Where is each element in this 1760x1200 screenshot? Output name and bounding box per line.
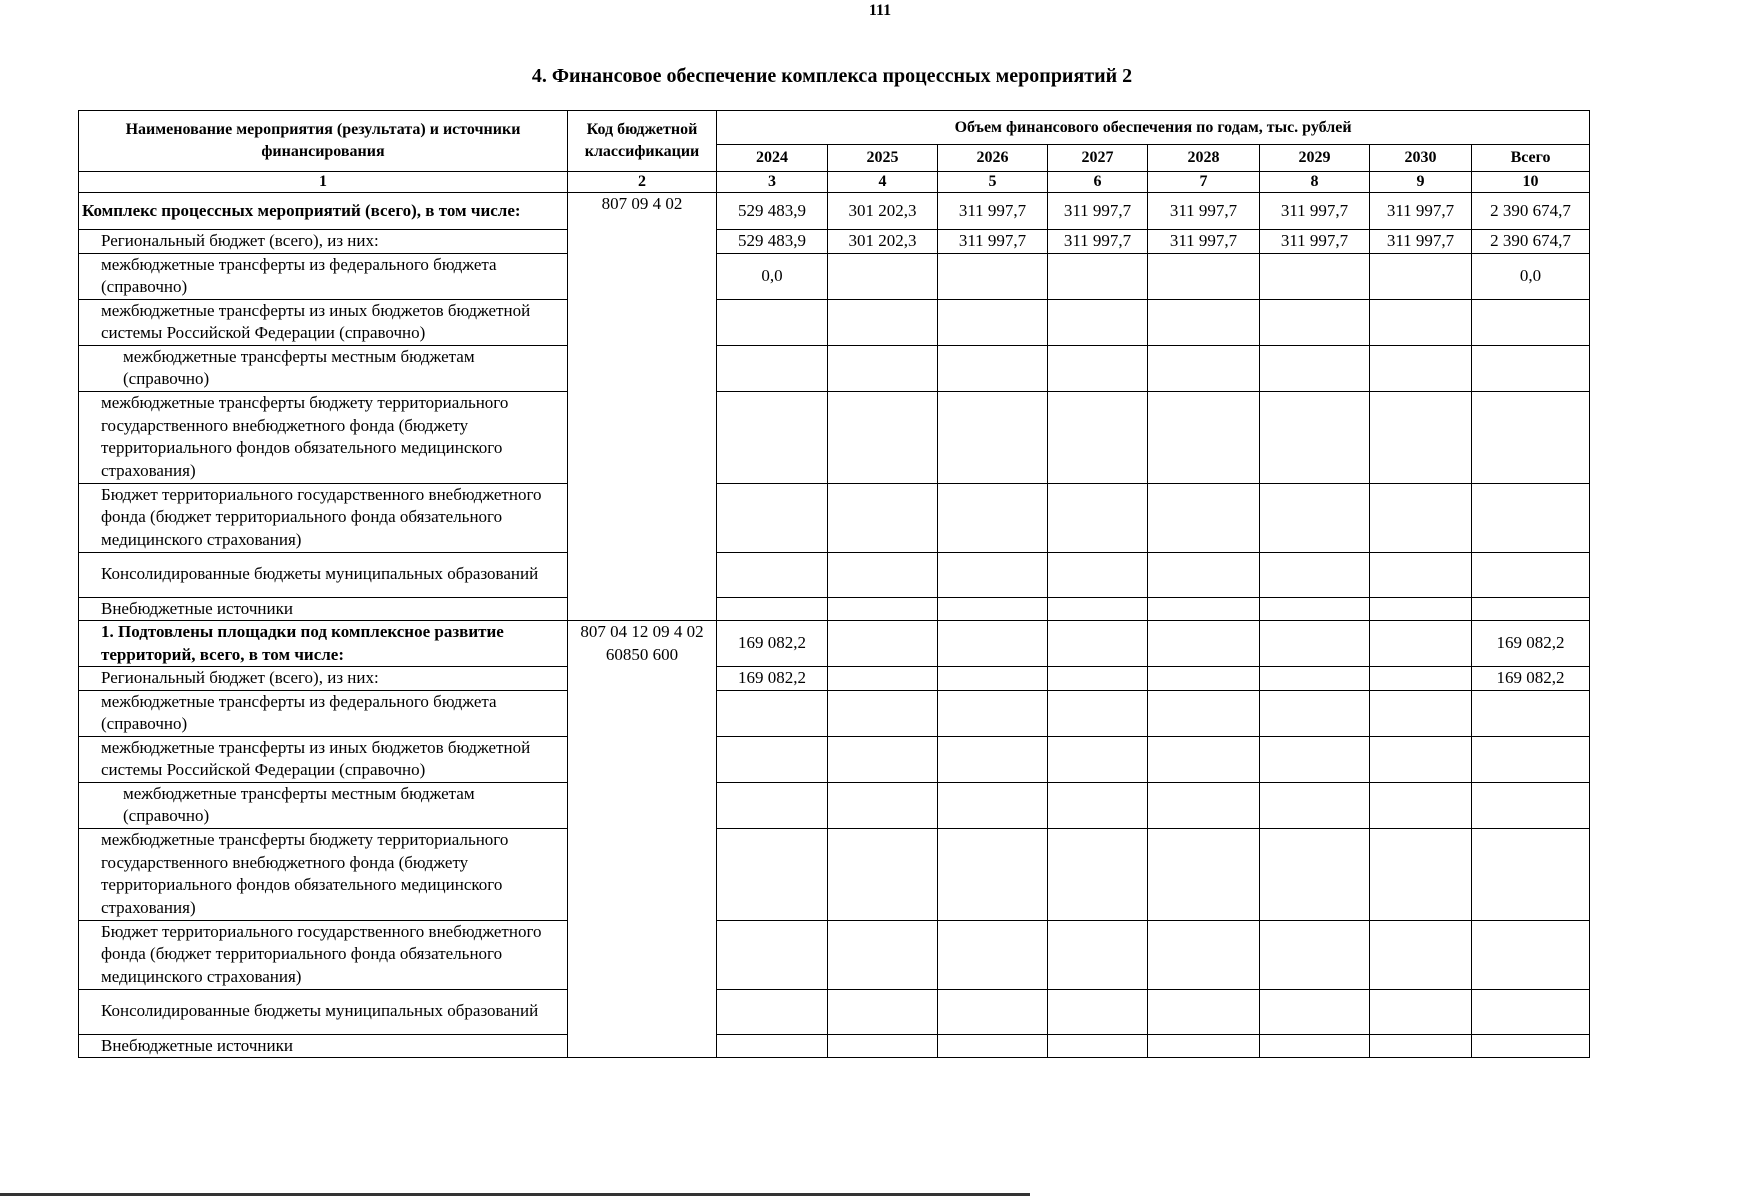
value-cell (717, 483, 828, 552)
row-name: Внебюджетные источники (79, 1034, 568, 1058)
value-cell (1048, 483, 1148, 552)
value-cell: 311 997,7 (1370, 230, 1472, 254)
total-cell: 2 390 674,7 (1472, 230, 1590, 254)
value-cell (1370, 667, 1472, 691)
value-cell (828, 253, 938, 299)
value-cell (828, 690, 938, 736)
table-row (79, 193, 1590, 230)
value-cell (1148, 667, 1260, 691)
section-title: 4. Финансовое обеспечение комплекса процессных мероприятий 2 (531, 65, 1133, 87)
value-cell (828, 920, 938, 989)
header-year: 2028 (1148, 145, 1260, 172)
value-cell (938, 1034, 1048, 1058)
value-cell (717, 690, 828, 736)
value-cell (1148, 782, 1260, 828)
value-cell: 301 202,3 (828, 193, 938, 230)
value-cell: 311 997,7 (938, 230, 1048, 254)
row-name: межбюджетные трансферты из федерального бюджета (справочно) (79, 253, 568, 299)
value-cell (828, 552, 938, 597)
value-cell (828, 621, 938, 667)
total-cell (1472, 552, 1590, 597)
table-row (79, 1034, 1590, 1058)
value-cell: 311 997,7 (1148, 193, 1260, 230)
total-cell (1472, 989, 1590, 1034)
total-cell (1472, 597, 1590, 621)
table-row (79, 621, 1590, 667)
value-cell (828, 736, 938, 782)
value-cell (1370, 1034, 1472, 1058)
value-cell (1370, 690, 1472, 736)
total-cell (1472, 345, 1590, 391)
value-cell (1048, 736, 1148, 782)
header-volume-column: Объем финансового обеспечения по годам, тыс. рублей (717, 111, 1590, 145)
column-number: 10 (1472, 172, 1590, 193)
value-cell (938, 989, 1048, 1034)
row-name: 1. Подтовлены площадки под комплексное развитие территорий, всего, в том числе: (79, 621, 568, 667)
table-row (79, 690, 1590, 736)
value-cell (717, 552, 828, 597)
value-cell (1260, 736, 1370, 782)
row-name: межбюджетные трансферты местным бюджетам (справочно) (79, 345, 568, 391)
value-cell (938, 483, 1048, 552)
value-cell (717, 828, 828, 920)
value-cell: 311 997,7 (1148, 230, 1260, 254)
table-row (79, 782, 1590, 828)
value-cell (717, 299, 828, 345)
column-number: 3 (717, 172, 828, 193)
value-cell (1148, 828, 1260, 920)
value-cell (1260, 667, 1370, 691)
value-cell (1370, 483, 1472, 552)
value-cell (1370, 253, 1472, 299)
header-year: 2027 (1048, 145, 1148, 172)
value-cell (938, 736, 1048, 782)
value-cell (1148, 253, 1260, 299)
value-cell (717, 782, 828, 828)
value-cell (1148, 552, 1260, 597)
value-cell (1370, 299, 1472, 345)
value-cell (828, 1034, 938, 1058)
header-year: 2024 (717, 145, 828, 172)
column-number: 5 (938, 172, 1048, 193)
table-row (79, 230, 1590, 254)
value-cell (1370, 782, 1472, 828)
value-cell (717, 345, 828, 391)
column-number: 6 (1048, 172, 1148, 193)
value-cell: 311 997,7 (1370, 193, 1472, 230)
value-cell (828, 345, 938, 391)
row-name: Внебюджетные источники (79, 597, 568, 621)
table-row (79, 253, 1590, 299)
value-cell (938, 782, 1048, 828)
column-number: 1 (79, 172, 568, 193)
value-cell: 311 997,7 (938, 193, 1048, 230)
value-cell (1048, 989, 1148, 1034)
total-cell: 0,0 (1472, 253, 1590, 299)
value-cell (938, 621, 1048, 667)
row-name: Бюджет территориального государственного внебюджетного фонда (бюджет территориального фонда обязательного медицинского страхования) (79, 483, 568, 552)
total-cell (1472, 483, 1590, 552)
total-cell (1472, 828, 1590, 920)
value-cell (938, 667, 1048, 691)
value-cell (1048, 391, 1148, 483)
value-cell (1048, 1034, 1148, 1058)
value-cell (1148, 736, 1260, 782)
table-row (79, 483, 1590, 552)
value-cell (828, 299, 938, 345)
value-cell (938, 920, 1048, 989)
value-cell (717, 391, 828, 483)
table-row (79, 667, 1590, 691)
value-cell (1048, 253, 1148, 299)
column-number: 8 (1260, 172, 1370, 193)
budget-code: 807 09 4 02 (568, 193, 717, 621)
value-cell (1048, 345, 1148, 391)
value-cell (1260, 597, 1370, 621)
value-cell (1260, 782, 1370, 828)
value-cell (1260, 345, 1370, 391)
value-cell (1370, 621, 1472, 667)
row-name: Бюджет территориального государственного внебюджетного фонда (бюджет территориального фонда обязательного медицинского страхования) (79, 920, 568, 989)
page-number: 111 (868, 2, 892, 19)
value-cell (1260, 483, 1370, 552)
total-cell: 2 390 674,7 (1472, 193, 1590, 230)
column-number: 4 (828, 172, 938, 193)
value-cell (938, 345, 1048, 391)
header-year: 2026 (938, 145, 1048, 172)
value-cell (828, 828, 938, 920)
value-cell (828, 483, 938, 552)
table-row (79, 920, 1590, 989)
table-body (79, 193, 1590, 1058)
value-cell (1370, 345, 1472, 391)
value-cell (828, 597, 938, 621)
value-cell (1260, 989, 1370, 1034)
table-row (79, 299, 1590, 345)
value-cell (1370, 552, 1472, 597)
header-year: 2029 (1260, 145, 1370, 172)
value-cell (938, 597, 1048, 621)
row-name: межбюджетные трансферты из федерального бюджета (справочно) (79, 690, 568, 736)
value-cell (717, 597, 828, 621)
value-cell (1048, 621, 1148, 667)
value-cell: 311 997,7 (1260, 230, 1370, 254)
value-cell (1370, 597, 1472, 621)
total-cell (1472, 920, 1590, 989)
header-year: 2025 (828, 145, 938, 172)
value-cell (717, 1034, 828, 1058)
header-total: Всего (1472, 145, 1590, 172)
value-cell (1260, 690, 1370, 736)
value-cell (828, 391, 938, 483)
value-cell (1370, 989, 1472, 1034)
value-cell (1370, 736, 1472, 782)
value-cell (1048, 552, 1148, 597)
value-cell (938, 299, 1048, 345)
row-name: межбюджетные трансферты из иных бюджетов бюджетной системы Российской Федерации (справочно) (79, 736, 568, 782)
table-row (79, 828, 1590, 920)
table-row (79, 736, 1590, 782)
value-cell (1148, 391, 1260, 483)
value-cell: 311 997,7 (1260, 193, 1370, 230)
value-cell (1260, 621, 1370, 667)
value-cell (1048, 690, 1148, 736)
value-cell (717, 989, 828, 1034)
value-cell (938, 253, 1048, 299)
row-name: межбюджетные трансферты местным бюджетам (справочно) (79, 782, 568, 828)
total-cell (1472, 1034, 1590, 1058)
value-cell (938, 828, 1048, 920)
value-cell: 529 483,9 (717, 193, 828, 230)
value-cell: 0,0 (717, 253, 828, 299)
value-cell (1370, 391, 1472, 483)
row-name: Региональный бюджет (всего), из них: (79, 667, 568, 691)
total-cell: 169 082,2 (1472, 621, 1590, 667)
total-cell (1472, 299, 1590, 345)
total-cell (1472, 782, 1590, 828)
value-cell (828, 667, 938, 691)
table-row (79, 345, 1590, 391)
value-cell (1048, 920, 1148, 989)
value-cell (1048, 782, 1148, 828)
value-cell (1148, 483, 1260, 552)
value-cell (1148, 299, 1260, 345)
value-cell (938, 391, 1048, 483)
header-name-column: Наименование мероприятия (результата) и источники финансирования (79, 111, 568, 172)
column-number: 2 (568, 172, 717, 193)
row-name: Консолидированные бюджеты муниципальных образований (79, 552, 568, 597)
value-cell (717, 736, 828, 782)
value-cell (1048, 597, 1148, 621)
total-cell (1472, 391, 1590, 483)
column-number: 7 (1148, 172, 1260, 193)
table-row (79, 989, 1590, 1034)
table-row (79, 391, 1590, 483)
total-cell (1472, 736, 1590, 782)
value-cell (1048, 828, 1148, 920)
value-cell (938, 690, 1048, 736)
budget-code: 807 04 12 09 4 02 60850 600 (568, 621, 717, 1058)
value-cell: 311 997,7 (1048, 230, 1148, 254)
value-cell (828, 782, 938, 828)
value-cell (1260, 391, 1370, 483)
row-name: межбюджетные трансферты бюджету территориального государственного внебюджетного фонда (бюджету территориального фондов обязательного медицинского страхования) (79, 391, 568, 483)
financing-table (78, 110, 1590, 1058)
value-cell (1148, 920, 1260, 989)
value-cell (1148, 345, 1260, 391)
value-cell (938, 552, 1048, 597)
value-cell (1260, 828, 1370, 920)
value-cell (717, 920, 828, 989)
value-cell (1260, 1034, 1370, 1058)
total-cell: 169 082,2 (1472, 667, 1590, 691)
value-cell (1370, 828, 1472, 920)
value-cell (1370, 920, 1472, 989)
value-cell (1260, 299, 1370, 345)
row-name: Комплекс процессных мероприятий (всего), в том числе: (79, 193, 568, 230)
header-code-column: Код бюджетной классификации (568, 111, 717, 172)
value-cell: 311 997,7 (1048, 193, 1148, 230)
column-number: 9 (1370, 172, 1472, 193)
page-bottom-rule (0, 1193, 1030, 1196)
value-cell (1148, 597, 1260, 621)
value-cell: 169 082,2 (717, 667, 828, 691)
value-cell (1148, 621, 1260, 667)
value-cell: 169 082,2 (717, 621, 828, 667)
value-cell (1148, 1034, 1260, 1058)
value-cell (1148, 989, 1260, 1034)
table-row (79, 552, 1590, 597)
value-cell: 301 202,3 (828, 230, 938, 254)
value-cell (1148, 690, 1260, 736)
value-cell (1260, 552, 1370, 597)
value-cell (828, 989, 938, 1034)
value-cell (1048, 667, 1148, 691)
total-cell (1472, 690, 1590, 736)
row-name: межбюджетные трансферты бюджету территориального государственного внебюджетного фонда (бюджету территориального фондов обязательного медицинского страхования) (79, 828, 568, 920)
value-cell (1048, 299, 1148, 345)
row-name: Региональный бюджет (всего), из них: (79, 230, 568, 254)
value-cell (1260, 253, 1370, 299)
value-cell: 529 483,9 (717, 230, 828, 254)
header-year: 2030 (1370, 145, 1472, 172)
row-name: Консолидированные бюджеты муниципальных образований (79, 989, 568, 1034)
row-name: межбюджетные трансферты из иных бюджетов бюджетной системы Российской Федерации (справочно) (79, 299, 568, 345)
table-row (79, 597, 1590, 621)
value-cell (1260, 920, 1370, 989)
